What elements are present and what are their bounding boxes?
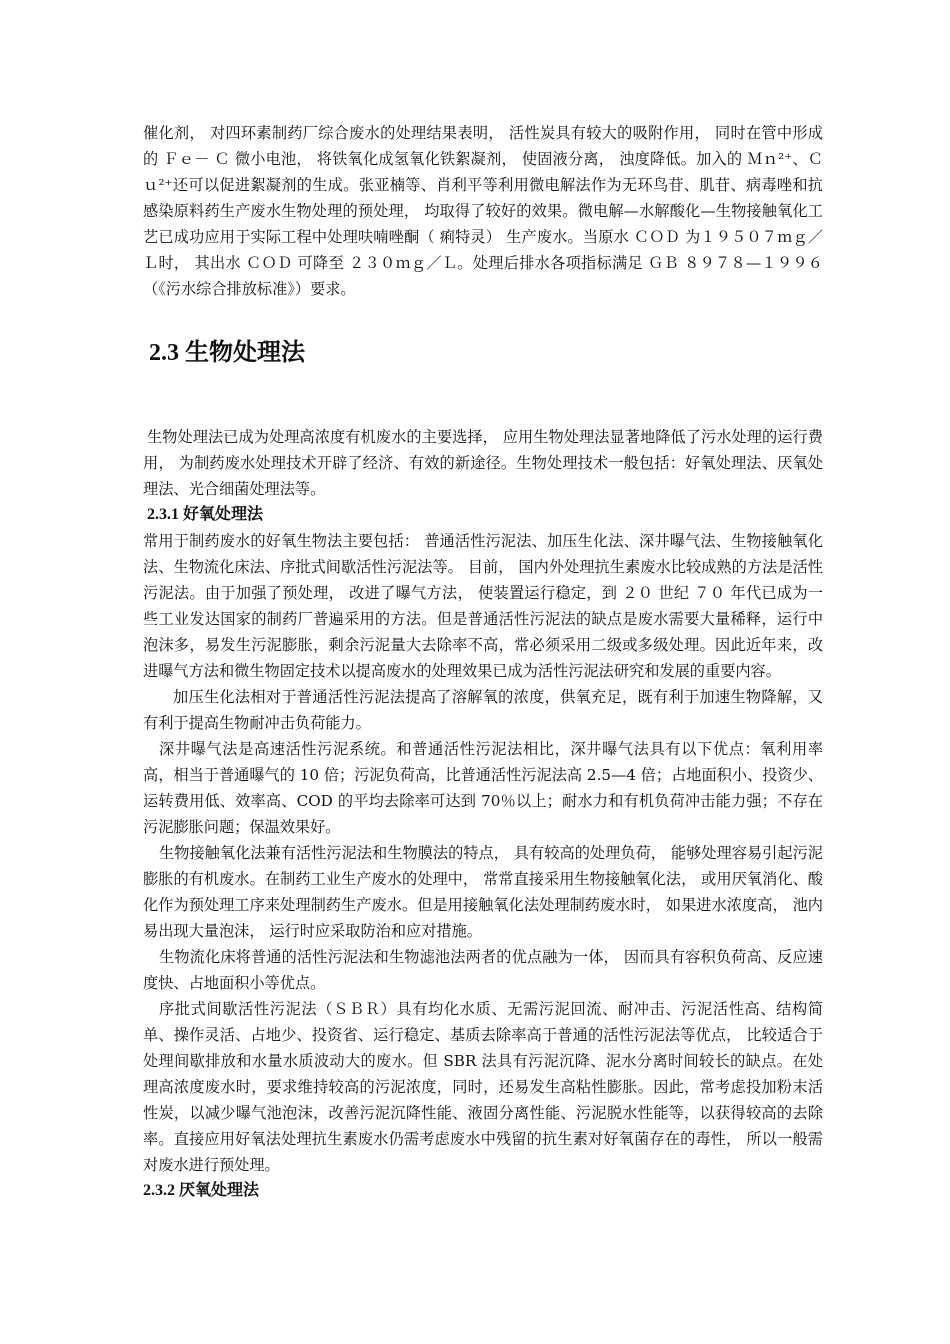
subsection-heading-2-3-2: 2.3.2 厌氧处理法 (143, 1182, 260, 1199)
paragraph-contact-oxidation: 生物接触氧化法兼有活性污泥法和生物膜法的特点， 具有较高的处理负荷， 能够处理容易引起污泥膨胀的有机废水。在制药工业生产废水的处理中， 常常直接采用生物接触氧化法， 或用厌氧消化、酸化作为预处理工序来处理制药生产废水。但是用接触氧化法处理制药废水时， 如果进水浓度高， 池内易出现大量泡沫， 运行时应采取防治和应对措施。 (143, 844, 823, 940)
section-heading-2-3: 2.3 生物处理法 (149, 340, 305, 366)
paragraph-bio-intro: 生物处理法已成为处理高浓度有机废水的主要选择， 应用生物处理法显著地降低了污水处理的运行费用， 为制药废水处理技术开辟了经济、有效的新途径。生物处理技术一般包括：好氧处理法、厌氧处理法、光合细菌处理法等。 (143, 428, 823, 498)
paragraph-micro-electrolysis: 催化剂， 对四环素制药厂综合废水的处理结果表明， 活性炭具有较大的吸附作用， 同时在管中形成的 Ｆｅ－ Ｃ 微小电池， 将铁氧化成氢氧化铁絮凝剂， 使固液分离， 浊度降低。加入的 Ｍｎ²⁺、Ｃｕ²⁺还可以促进絮凝剂的生成。张亚楠等、肖利平等利用微电解法作为无环鸟苷、肌苷、病毒唑和抗感染原料药生产废水生物处理的预处理， 均取得了较好的效果。微电解—水解酸化—生物接触氧化工艺已成功应用于实际工程中处理呋喃唑酮（ 痢特灵） 生产废水。当原水 ＣＯＤ 为１９５０７ｍｇ／Ｌ时， 其出水 ＣＯＤ 可降至 ２３０ｍｇ／Ｌ。处理后排水各项指标满足 ＧＢ ８９７８—１９９６（《污水综合排放标准》）要求。 (143, 124, 823, 298)
paragraph-deep-well-aeration: 深井曝气法是高速活性污泥系统。和普通活性污泥法相比，深井曝气法具有以下优点：氧利用率高，相当于普通曝气的 10 倍；污泥负荷高，比普通活性污泥法高 2.5—4 倍；占地面积小、投资少、运转费用低、效率高、COD 的平均去除率可达到 70％以上；耐水力和有机负荷冲击能力强；不存在污泥膨胀问题；保温效果好。 (143, 740, 823, 836)
subsection-heading-2-3-1: 2.3.1 好氧处理法 (147, 506, 264, 523)
paragraph-pressurized-biochem: 加压生化法相对于普通活性污泥法提高了溶解氧的浓度，供氧充足，既有利于加速生物降解，又有利于提高生物耐冲击负荷能力。 (143, 688, 823, 732)
paragraph-aerobic-overview: 常用于制药废水的好氧生物法主要包括： 普通活性污泥法、加压生化法、深井曝气法、生物接触氧化法、生物流化床法、序批式间歇活性污泥法等。 目前， 国内外处理抗生素废水比较成熟的方法是活性污泥法。由于加强了预处理， 改进了曝气方法， 使装置运行稳定，到 ２０ 世纪 ７０ 年代已成为一些工业发达国家的制药厂普遍采用的方法。但是普通活性污泥法的缺点是废水需要大量稀释，运行中泡沫多，易发生污泥膨胀，剩余污泥量大去除率不高，常必须采用二级或多级处理。因此近年来，改进曝气方法和微生物固定技术以提高废水的处理效果已成为活性污泥法研究和发展的重要内容。 (143, 532, 823, 680)
paragraph-sbr: 序批式间歇活性污泥法（ＳＢＲ）具有均化水质、无需污泥回流、耐冲击、污泥活性高、结构简单、操作灵活、占地少、投资省、运行稳定、基质去除率高于普通的活性污泥法等优点， 比较适合于处理间歇排放和水量水质波动大的废水。但 SBR 法具有污泥沉降、泥水分离时间较长的缺点。在处理高浓度废水时，要求维持较高的污泥浓度，同时，还易发生高粘性膨胀。因此，常考虑投加粉末活性炭，以减少曝气池泡沫，改善污泥沉降性能、液固分离性能、污泥脱水性能等，以获得较高的去除率。直接应用好氧法处理抗生素废水仍需考虑废水中残留的抗生素对好氧菌存在的毒性， 所以一般需对废水进行预处理。 (143, 1000, 823, 1174)
paragraph-fluidized-bed: 生物流化床将普通的活性污泥法和生物滤池法两者的优点融为一体， 因而具有容积负荷高、反应速度快、占地面积小等优点。 (143, 948, 823, 992)
document-page (143, 120, 823, 1204)
